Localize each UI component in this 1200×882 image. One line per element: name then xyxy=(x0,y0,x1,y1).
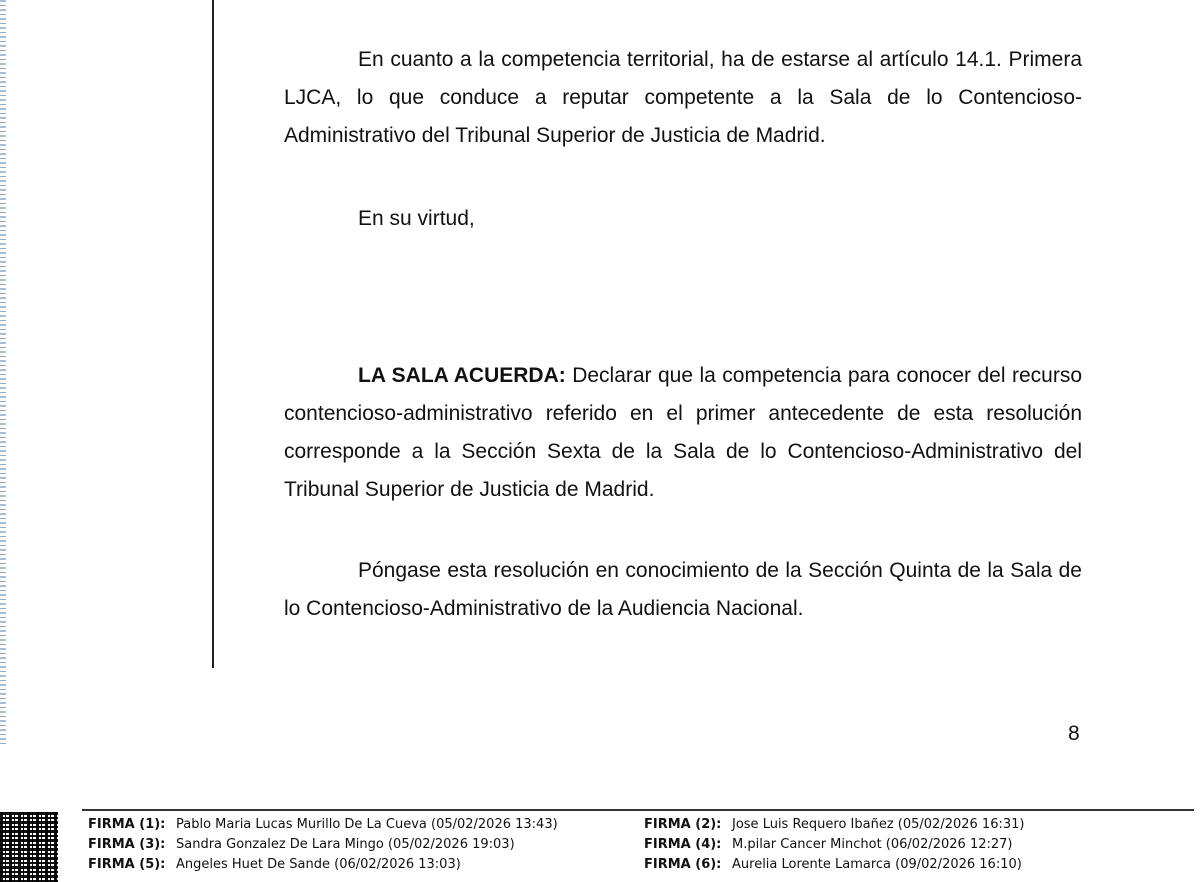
signature-value: Jose Luis Requero Ibañez (05/02/2026 16:31) xyxy=(732,817,1025,832)
side-verification-strip xyxy=(0,0,6,745)
signature-label: FIRMA (6): xyxy=(644,857,722,872)
signature-5 xyxy=(88,856,461,874)
signature-label: FIRMA (3): xyxy=(88,837,166,852)
signature-4 xyxy=(644,836,1012,854)
ruling-text: Declarar que la competencia para conocer del recurso contencioso-administrativo referido en el primer antecedente de esta resolución corresponde a la Sección Sexta de la Sala de lo Contencioso-Administrativo del Tribunal Superior de Justicia de Madrid. xyxy=(284,364,1082,501)
signature-value: Aurelia Lorente Lamarca (09/02/2026 16:10) xyxy=(732,857,1022,872)
signature-label: FIRMA (5): xyxy=(88,857,166,872)
paragraph-en-su-virtud: En su virtud, xyxy=(358,207,475,230)
signature-2 xyxy=(644,816,1024,834)
paragraph-ruling xyxy=(284,357,1082,509)
signature-1 xyxy=(88,816,558,834)
signature-label: FIRMA (2): xyxy=(644,817,722,832)
paragraph-territorial-competence: En cuanto a la competencia territorial, ha de estarse al artículo 14.1. Primera LJCA, lo que conduce a reputar competente a la Sala de lo Contencioso-Administrativo del Tribunal Superior de Justicia de Madrid. xyxy=(284,48,1082,147)
signature-value: M.pilar Cancer Minchot (06/02/2026 12:27) xyxy=(732,837,1013,852)
paragraph-closing: Póngase esta resolución en conocimiento de la Sección Quinta de la Sala de lo Contencioso-Administrativo de la Audiencia Nacional. xyxy=(284,559,1082,620)
page-number: 8 xyxy=(1068,722,1080,745)
footer-divider xyxy=(82,809,1194,811)
signature-label: FIRMA (4): xyxy=(644,837,722,852)
signature-3 xyxy=(88,836,515,854)
signature-label: FIRMA (1): xyxy=(88,817,166,832)
signature-value: Angeles Huet De Sande (06/02/2026 13:03) xyxy=(176,857,461,872)
qr-code-icon xyxy=(0,812,58,882)
ruling-lead: LA SALA ACUERDA: xyxy=(358,364,566,387)
signature-value: Sandra Gonzalez De Lara Mingo (05/02/2026 19:03) xyxy=(176,837,515,852)
signature-6 xyxy=(644,856,1022,874)
left-margin-rule xyxy=(212,0,214,668)
signature-value: Pablo Maria Lucas Murillo De La Cueva (05/02/2026 13:43) xyxy=(176,817,558,832)
